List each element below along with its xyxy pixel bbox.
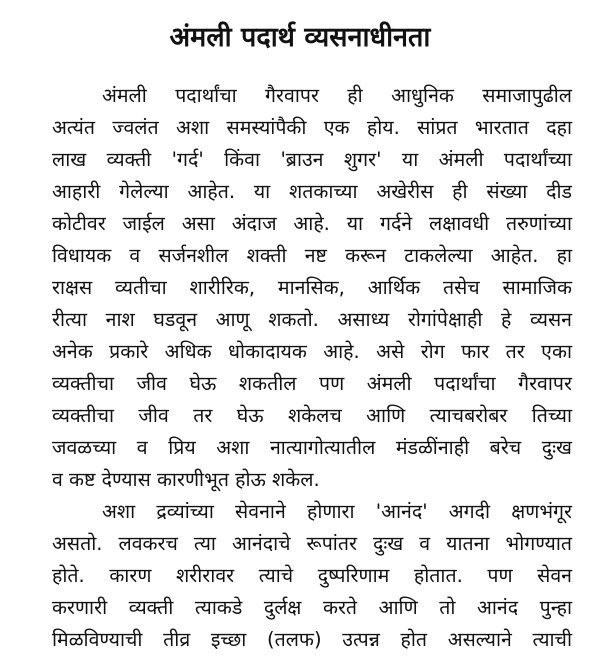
text-line: अशा द्रव्यांच्या सेवनाने होणारा 'आनंद' अगदी क्षणभंगूर [102,500,572,523]
text-line: आहारी गेलेल्या आहेत. या शतकाच्या अखेरीस ही संख्या दीड [52,180,572,203]
text-line: कोटीवर जाईल असा अंदाज आहे. या गर्दने लक्षावधी तरुणांच्या [52,212,572,235]
text-line: जवळच्या व प्रिय अशा नात्यागोत्यातील मंडळींनाही बरेच दुःख [52,436,572,459]
text-line: व्यक्तीचा जीव तर घेऊ शकेलच आणि त्याचबरोबर तिच्या [52,404,572,427]
text-line: होते. कारण शरीरावर त्याचे दुष्परिणाम होतात. पण सेवन [52,564,572,587]
text-line: रीत्या नाश घडवून आणू शकतो. असाध्य रोगांपेक्षाही हे व्यसन [52,308,572,331]
text-line: व्यक्तीचा जीव घेऊ शकतील पण अंमली पदार्थांचा गैरवापर [52,372,572,395]
text-line: विधायक व सर्जनशील शक्ती नष्ट करून टाकलेल्या आहेत. हा [52,244,572,267]
text-line: असतो. लवकरच त्या आनंदाचे रूपांतर दुःख व यातना भोगण्यात [52,532,572,555]
text-line: अनेक प्रकारे अधिक धोकादायक आहे. असे रोग फार तर एका [52,340,572,363]
text-line: व कष्ट देण्यास कारणीभूत होऊ शकेल. [52,468,320,491]
text-line: अंमली पदार्थांचा गैरवापर ही आधुनिक समाजापुढील [102,84,572,107]
text-line: करणारी व्यक्ती त्याकडे दुर्लक्ष करते आणि तो आनंद पुन्हा [52,596,572,619]
text-line: अत्यंत ज्वलंत अशा समस्यांपैकी एक होय. सांप्रत भारतात दहा [52,116,572,139]
text-line: राक्षस व्यतीचा शारीरिक, मानसिक, आर्थिक तसेच सामाजिक [52,276,572,299]
text-line: मिळविण्याची तीव्र इच्छा (तलफ) उत्पन्न होत असल्याने त्याची [52,628,572,651]
document-title: अंमली पदार्थ व्यसनाधीनता [169,22,431,53]
text-line: लाख व्यक्ती 'गर्द' किंवा 'ब्राउन शुगर' या अंमली पदार्थांच्या [52,148,572,171]
